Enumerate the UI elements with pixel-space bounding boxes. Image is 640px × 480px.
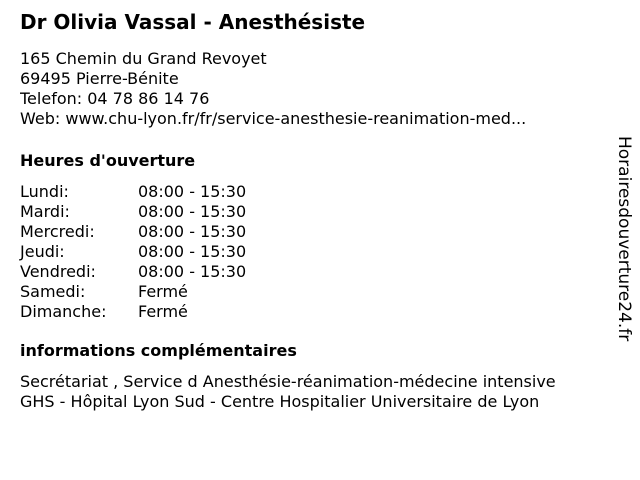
hours-row-tuesday [20,202,605,222]
phone-line [20,89,605,109]
business-title: Dr Olivia Vassal - Anesthésiste [20,10,366,34]
day-hours: Fermé [138,302,188,321]
brand-text: Horairesdouverture24.fr [614,136,634,342]
web-line [20,109,605,129]
hours-row-friday [20,262,605,282]
website-link[interactable]: www.chu-lyon.fr/fr/service-anesthesie-reanimation-med... [65,109,527,128]
day-label: Vendredi: [20,262,96,281]
hours-row-thursday [20,242,605,262]
phone-label: Telefon: [20,89,83,108]
day-hours: 08:00 - 15:30 [138,222,247,241]
day-hours: 08:00 - 15:30 [138,182,247,201]
web-label: Web: [20,109,61,128]
day-label: Lundi: [20,182,69,201]
brand-watermark [612,136,632,344]
additional-info-heading: informations complémentaires [20,341,297,360]
address-street: 165 Chemin du Grand Revoyet [20,49,267,68]
day-label: Mercredi: [20,222,95,241]
hours-row-saturday [20,282,605,302]
hours-row-wednesday [20,222,605,242]
hours-row-monday [20,182,605,202]
day-hours: Fermé [138,282,188,301]
additional-info-line: Secrétariat , Service d Anesthésie-réanimation-médecine intensive [20,372,556,391]
business-card [20,8,605,412]
phone-number[interactable]: 04 78 86 14 76 [87,89,210,108]
day-hours: 08:00 - 15:30 [138,242,247,261]
address-city: 69495 Pierre-Bénite [20,69,179,88]
day-label: Dimanche: [20,302,107,321]
opening-hours-table [20,182,605,322]
day-label: Jeudi: [20,242,65,261]
additional-info-line: GHS - Hôpital Lyon Sud - Centre Hospitalier Universitaire de Lyon [20,392,540,411]
opening-hours-heading: Heures d'ouverture [20,151,196,170]
day-label: Mardi: [20,202,70,221]
day-hours: 08:00 - 15:30 [138,202,247,221]
day-label: Samedi: [20,282,86,301]
hours-row-sunday [20,302,605,322]
day-hours: 08:00 - 15:30 [138,262,247,281]
